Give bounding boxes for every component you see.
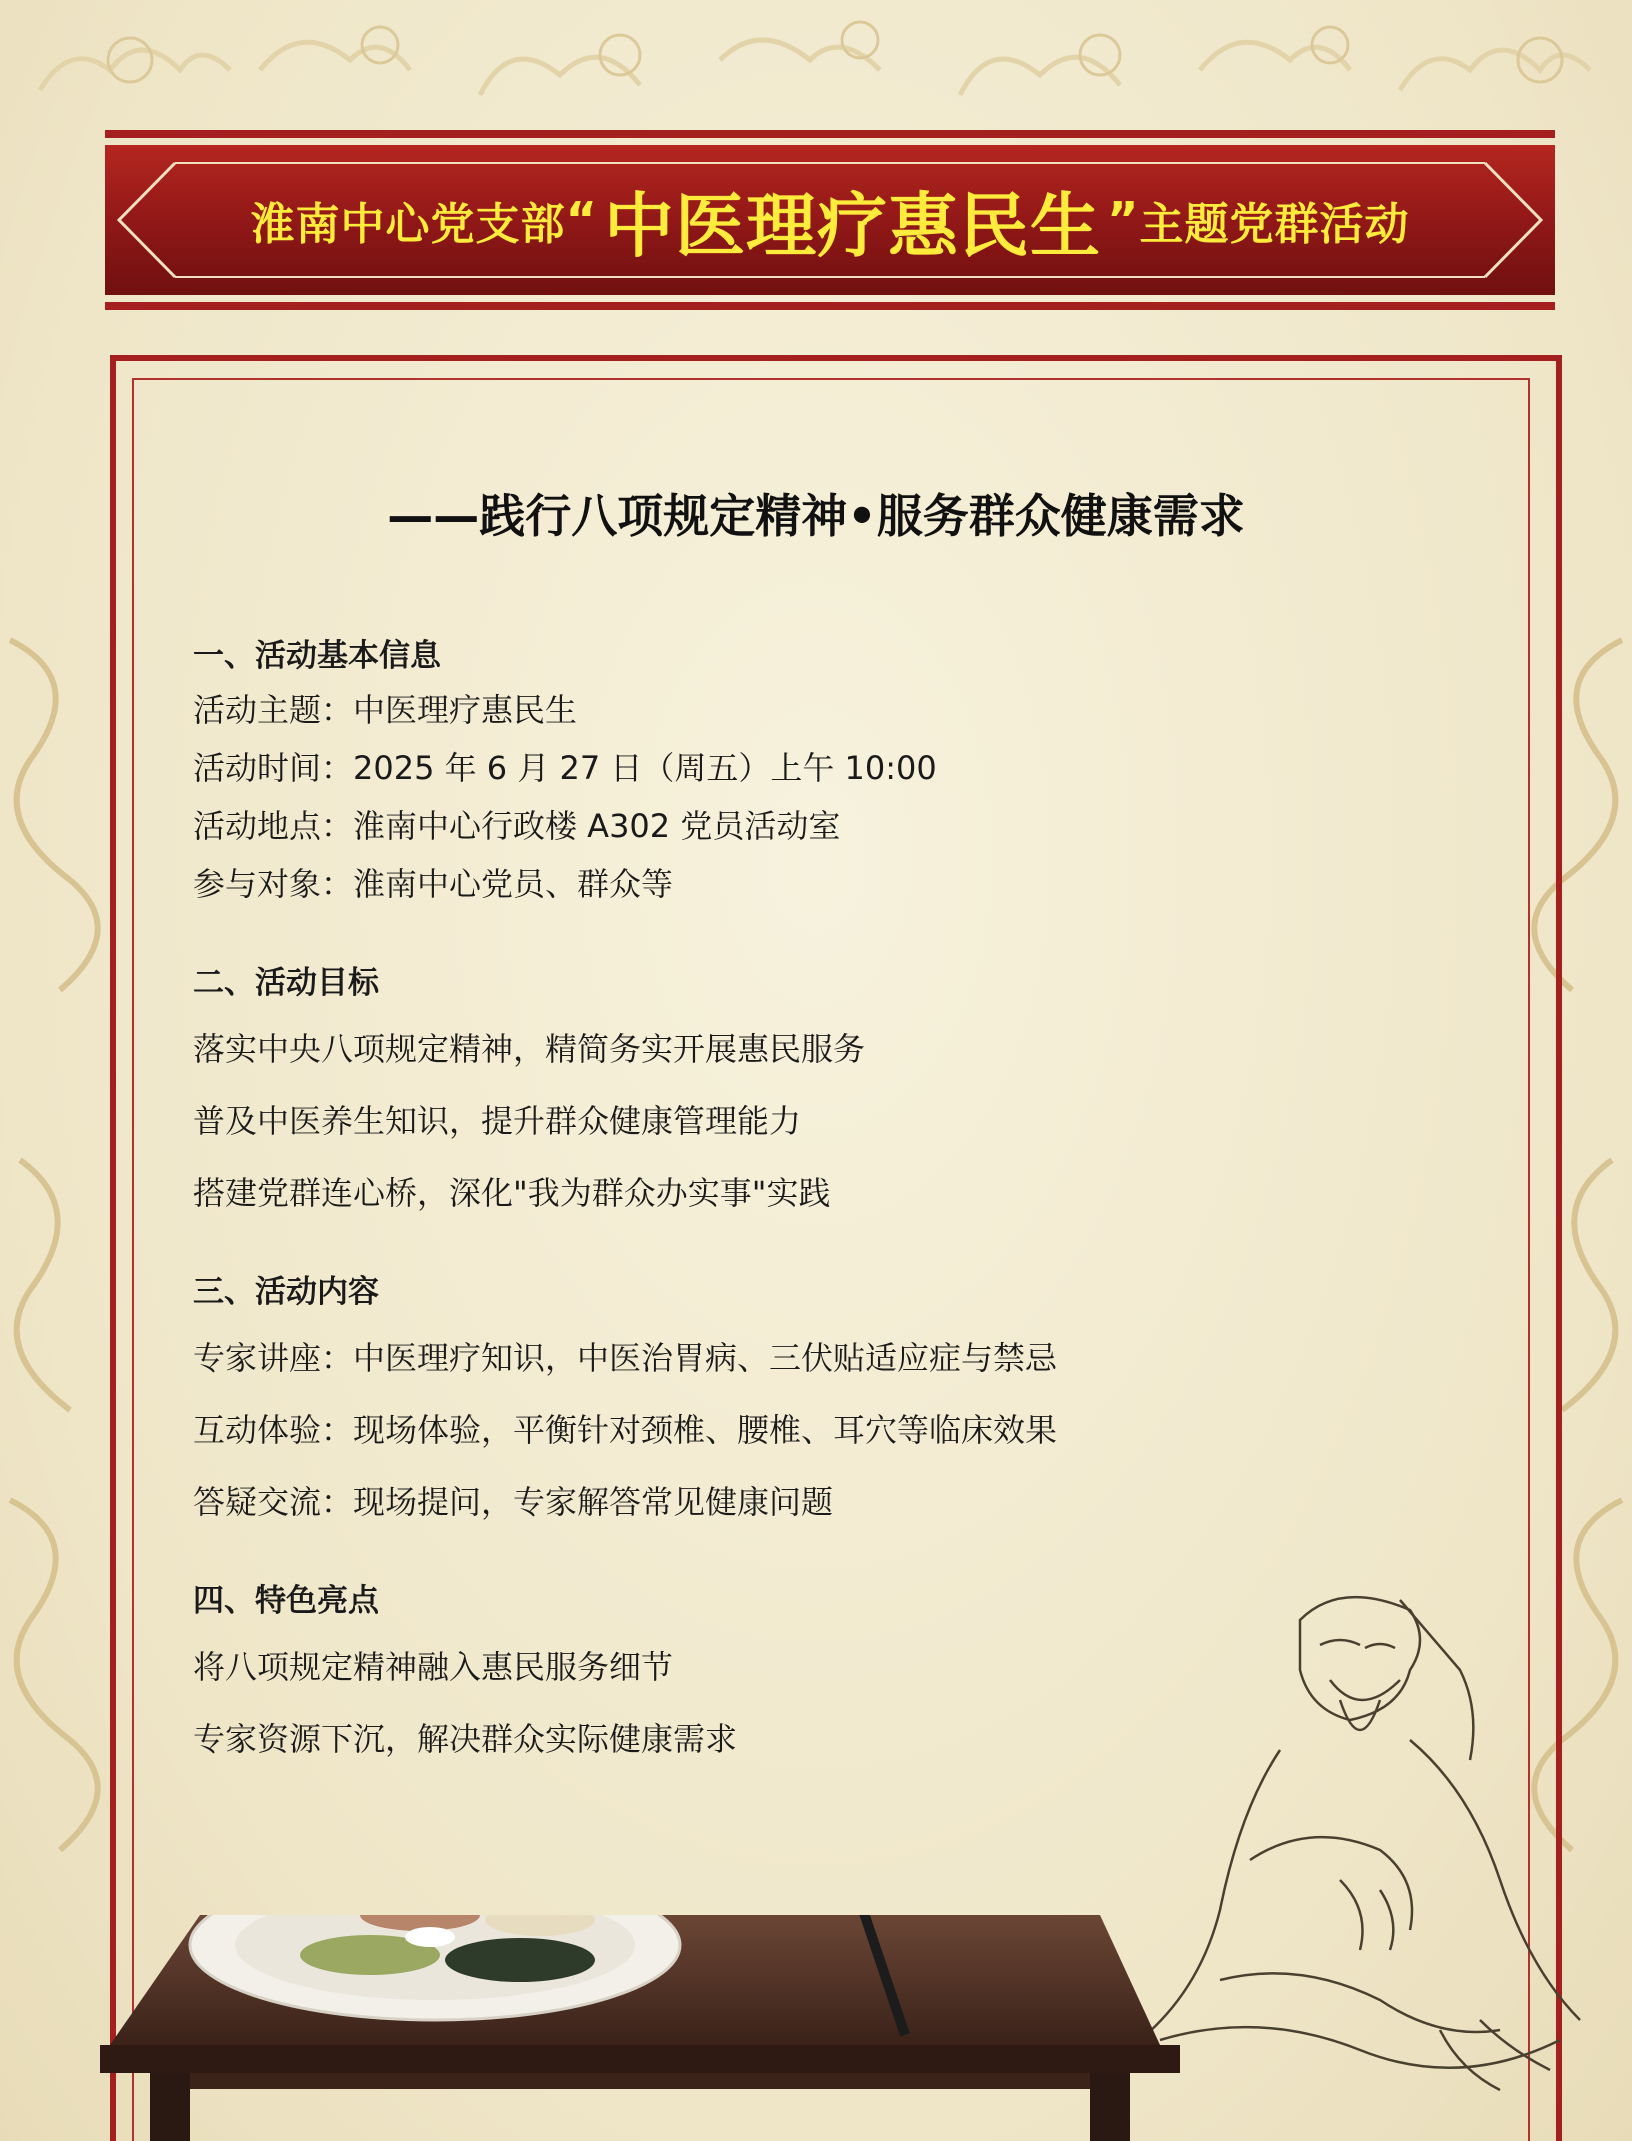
list-item: 互动体验：现场体验，平衡针对颈椎、腰椎、耳穴等临床效果 (193, 1411, 1058, 1449)
banner-close-quote: ” (1107, 192, 1140, 248)
banner-bottom-rule (105, 302, 1555, 310)
banner-open-quote: “ (565, 192, 598, 248)
section-title: 二、活动目标 (193, 965, 379, 1001)
list-item: 落实中央八项规定精神，精简务实开展惠民服务 (193, 1030, 866, 1068)
banner-title (105, 145, 1555, 295)
section-title: 三、活动内容 (193, 1274, 379, 1310)
list-item: 活动时间：2025 年 6 月 27 日（周五）上午 10:00 (193, 749, 937, 787)
section-content (193, 1266, 1443, 1523)
section-title: 一、活动基本信息 (193, 638, 441, 674)
banner-suffix: 主题党群活动 (1139, 199, 1410, 250)
list-item: 参与对象：淮南中心党员、群众等 (193, 865, 674, 903)
list-item: 答疑交流：现场提问，专家解答常见健康问题 (193, 1483, 834, 1521)
list-item: 将八项规定精神融入惠民服务细节 (193, 1648, 674, 1686)
section-goals (193, 957, 1443, 1214)
list-item: 普及中医养生知识，提升群众健康管理能力 (193, 1102, 802, 1140)
section-title: 四、特色亮点 (193, 1583, 379, 1619)
herb-table-illustration (100, 1915, 1190, 2141)
cloud-pattern-decoration (0, 0, 1632, 150)
title-banner (105, 145, 1555, 295)
list-item: 搭建党群连心桥，深化"我为群众办实事"实践 (193, 1174, 831, 1212)
list-item: 专家资源下沉，解决群众实际健康需求 (193, 1720, 738, 1758)
banner-highlight: 中医理疗惠民生 (604, 184, 1101, 267)
banner-top-rule (105, 130, 1555, 138)
section-basic-info (193, 630, 1443, 905)
subtitle: ——践行八项规定精神•服务群众健康需求 (387, 489, 1245, 543)
list-item: 专家讲座：中医理疗知识，中医治胃病、三伏贴适应症与禁忌 (193, 1339, 1058, 1377)
left-ornament-decoration (0, 600, 110, 1900)
list-item: 活动主题：中医理疗惠民生 (193, 691, 578, 729)
list-item: 活动地点：淮南中心行政楼 A302 党员活动室 (193, 807, 841, 845)
banner-prefix: 淮南中心党支部 (250, 199, 566, 250)
